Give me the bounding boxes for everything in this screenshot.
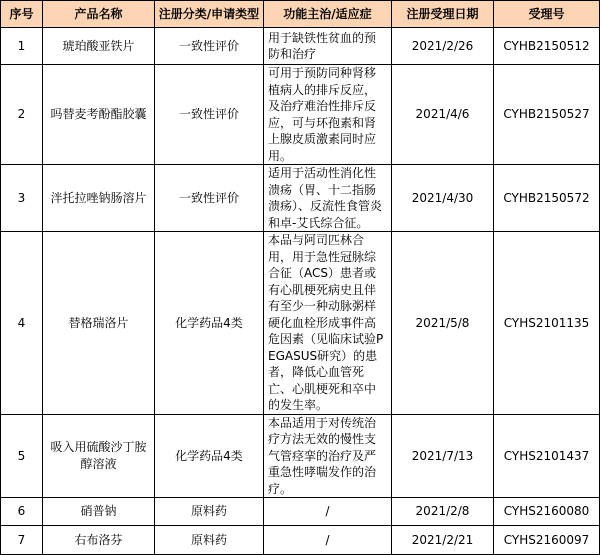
table-row	[1, 526, 600, 555]
table-row	[1, 165, 600, 232]
cell-product-name: 泮托拉唑钠肠溶片	[43, 165, 155, 232]
table-row	[1, 414, 600, 498]
header-acceptance-no: 受理号	[494, 1, 600, 28]
cell-product-name: 替格瑞洛片	[43, 232, 155, 415]
cell-function: 适用于活动性消化性溃疡（胃、十二指肠溃疡）、反流性食管炎和卓-艾氏综合征。	[264, 165, 392, 232]
cell-date: 2021/2/8	[392, 498, 494, 526]
header-row	[1, 1, 600, 28]
cell-product-name: 硝普钠	[43, 498, 155, 526]
cell-product-name: 右布洛芬	[43, 526, 155, 555]
header-date: 注册受理日期	[392, 1, 494, 28]
table-row	[1, 28, 600, 65]
cell-index: 2	[1, 65, 43, 165]
cell-function: 用于缺铁性贫血的预防和治疗	[264, 28, 392, 65]
cell-date: 2021/4/6	[392, 65, 494, 165]
cell-function: 可用于预防同种肾移植病人的排斥反应，及治疗难治性排斥反应，可与环孢素和肾上腺皮质激素同时应用。	[264, 65, 392, 165]
cell-product-name: 琥珀酸亚铁片	[43, 28, 155, 65]
cell-product-name: 吗替麦考酚酯胶囊	[43, 65, 155, 165]
cell-index: 7	[1, 526, 43, 555]
cell-acceptance-no: CYHB2150572	[494, 165, 600, 232]
cell-date: 2021/5/8	[392, 232, 494, 415]
header-index: 序号	[1, 1, 43, 28]
cell-category: 原料药	[155, 498, 264, 526]
cell-function: 本品与阿司匹林合用，用于急性冠脉综合征（ACS）患者或有心肌梗死病史且伴有至少一种动脉粥样硬化血栓形成事件高危因素（见临床试验PEGASUS研究）的患者，降低心血管死亡、心肌梗死和卒中的发生率。	[264, 232, 392, 415]
cell-function: /	[264, 526, 392, 555]
table-row	[1, 498, 600, 526]
cell-category: 化学药品4类	[155, 414, 264, 498]
cell-acceptance-no: CYHB2150512	[494, 28, 600, 65]
cell-acceptance-no: CYHS2160097	[494, 526, 600, 555]
cell-index: 4	[1, 232, 43, 415]
cell-category: 一致性评价	[155, 65, 264, 165]
cell-index: 5	[1, 414, 43, 498]
header-product-name: 产品名称	[43, 1, 155, 28]
cell-acceptance-no: CYHS2160080	[494, 498, 600, 526]
table-row	[1, 232, 600, 415]
cell-index: 6	[1, 498, 43, 526]
cell-function: /	[264, 498, 392, 526]
header-category: 注册分类/申请类型	[155, 1, 264, 28]
cell-date: 2021/2/26	[392, 28, 494, 65]
cell-function: 本品适用于对传统治疗方法无效的慢性支气管痉挛的治疗及严重急性哮喘发作的治疗。	[264, 414, 392, 498]
cell-index: 1	[1, 28, 43, 65]
cell-category: 化学药品4类	[155, 232, 264, 415]
header-function: 功能主治/适应症	[264, 1, 392, 28]
cell-date: 2021/4/30	[392, 165, 494, 232]
cell-product-name: 吸入用硫酸沙丁胺醇溶液	[43, 414, 155, 498]
cell-category: 一致性评价	[155, 165, 264, 232]
cell-category: 原料药	[155, 526, 264, 555]
cell-acceptance-no: CYHS2101135	[494, 232, 600, 415]
cell-category: 一致性评价	[155, 28, 264, 65]
cell-acceptance-no: CYHS2101437	[494, 414, 600, 498]
cell-acceptance-no: CYHB2150527	[494, 65, 600, 165]
cell-date: 2021/2/21	[392, 526, 494, 555]
table-row	[1, 65, 600, 165]
cell-date: 2021/7/13	[392, 414, 494, 498]
cell-index: 3	[1, 165, 43, 232]
